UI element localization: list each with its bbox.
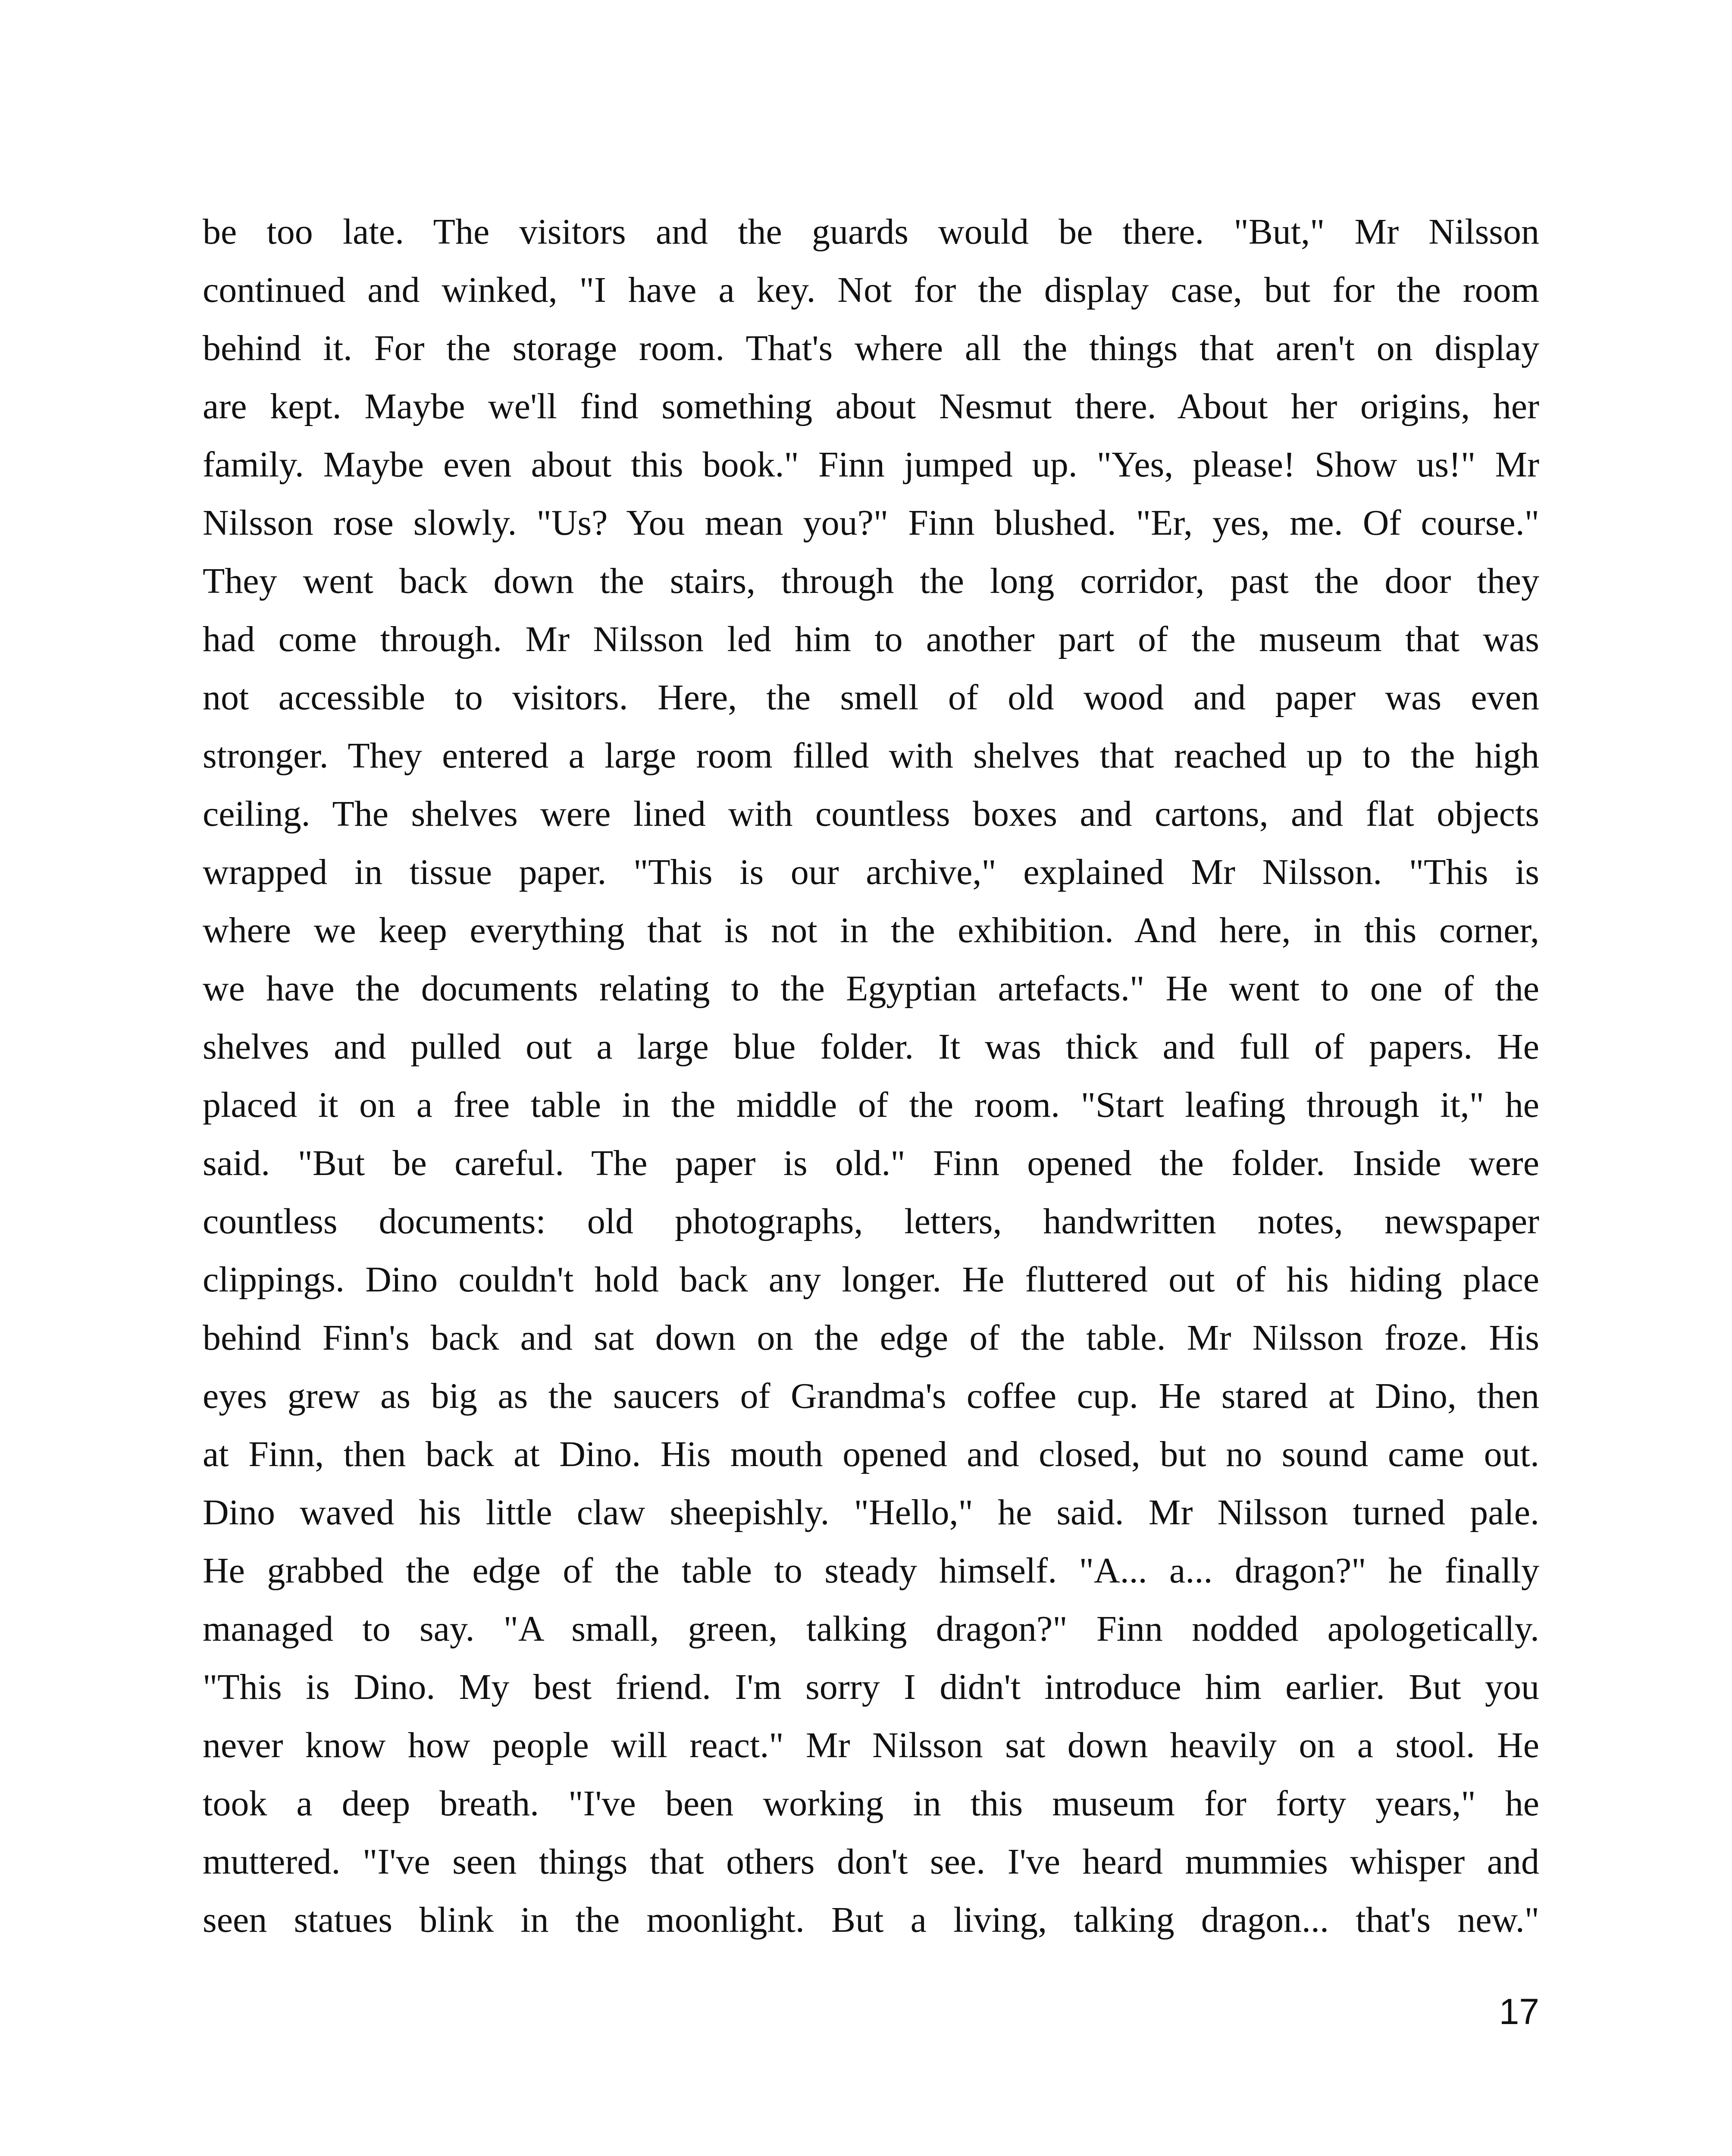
text-line: clippings. Dino couldn't hold back any longer. He fluttered out of his hiding place xyxy=(203,1260,1539,1300)
text-line: wrapped in tissue paper. "This is our archive," explained Mr Nilsson. "This is xyxy=(203,852,1539,892)
text-line: Dino waved his little claw sheepishly. "Hello," he said. Mr Nilsson turned pale. xyxy=(203,1492,1539,1532)
text-line: "This is Dino. My best friend. I'm sorry I didn't introduce him earlier. But you xyxy=(203,1667,1539,1707)
text-line: not accessible to visitors. Here, the smell of old wood and paper was even xyxy=(203,677,1539,718)
text-line: family. Maybe even about this book." Finn jumped up. "Yes, please! Show us!" Mr xyxy=(203,445,1539,485)
text-line: placed it on a free table in the middle of the room. "Start leafing through it," he xyxy=(203,1085,1539,1125)
text-line: managed to say. "A small, green, talking dragon?" Finn nodded apologetically. xyxy=(203,1609,1539,1649)
text-line: are kept. Maybe we'll find something about Nesmut there. About her origins, her xyxy=(203,386,1539,426)
text-line: countless documents: old photographs, letters, handwritten notes, newspaper xyxy=(203,1201,1539,1241)
page-number: 17 xyxy=(1499,1991,1539,2032)
text-line: eyes grew as big as the saucers of Grandma's coffee cup. He stared at Dino, then xyxy=(203,1376,1539,1416)
text-line: where we keep everything that is not in the exhibition. And here, in this corner, xyxy=(203,910,1539,950)
text-line: said. "But be careful. The paper is old." Finn opened the folder. Inside were xyxy=(203,1143,1539,1183)
text-line: Nilsson rose slowly. "Us? You mean you?" Finn blushed. "Er, yes, me. Of course." xyxy=(203,503,1539,543)
text-line: seen statues blink in the moonlight. But a living, talking dragon... that's new." xyxy=(203,1900,1539,1940)
text-line: we have the documents relating to the Egyptian artefacts." He went to one of the xyxy=(203,968,1539,1009)
text-line: ceiling. The shelves were lined with countless boxes and cartons, and flat objects xyxy=(203,794,1539,834)
text-line: muttered. "I've seen things that others don't see. I've heard mummies whisper and xyxy=(203,1842,1539,1882)
body-text xyxy=(203,203,1539,1949)
text-line: at Finn, then back at Dino. His mouth opened and closed, but no sound came out. xyxy=(203,1434,1539,1474)
text-line: behind it. For the storage room. That's where all the things that aren't on display xyxy=(203,328,1539,368)
text-line: took a deep breath. "I've been working in this museum for forty years," he xyxy=(203,1783,1539,1824)
text-line: continued and winked, "I have a key. Not for the display case, but for the room xyxy=(203,270,1539,310)
text-line: stronger. They entered a large room filled with shelves that reached up to the high xyxy=(203,736,1539,776)
text-line: be too late. The visitors and the guards would be there. "But," Mr Nilsson xyxy=(203,212,1539,252)
text-line: had come through. Mr Nilsson led him to another part of the museum that was xyxy=(203,619,1539,659)
text-line: behind Finn's back and sat down on the edge of the table. Mr Nilsson froze. His xyxy=(203,1318,1539,1358)
text-line: They went back down the stairs, through the long corridor, past the door they xyxy=(203,561,1539,601)
text-line: shelves and pulled out a large blue folder. It was thick and full of papers. He xyxy=(203,1027,1539,1067)
text-line: He grabbed the edge of the table to steady himself. "A... a... dragon?" he finally xyxy=(203,1551,1539,1591)
text-line: never know how people will react." Mr Nilsson sat down heavily on a stool. He xyxy=(203,1725,1539,1765)
